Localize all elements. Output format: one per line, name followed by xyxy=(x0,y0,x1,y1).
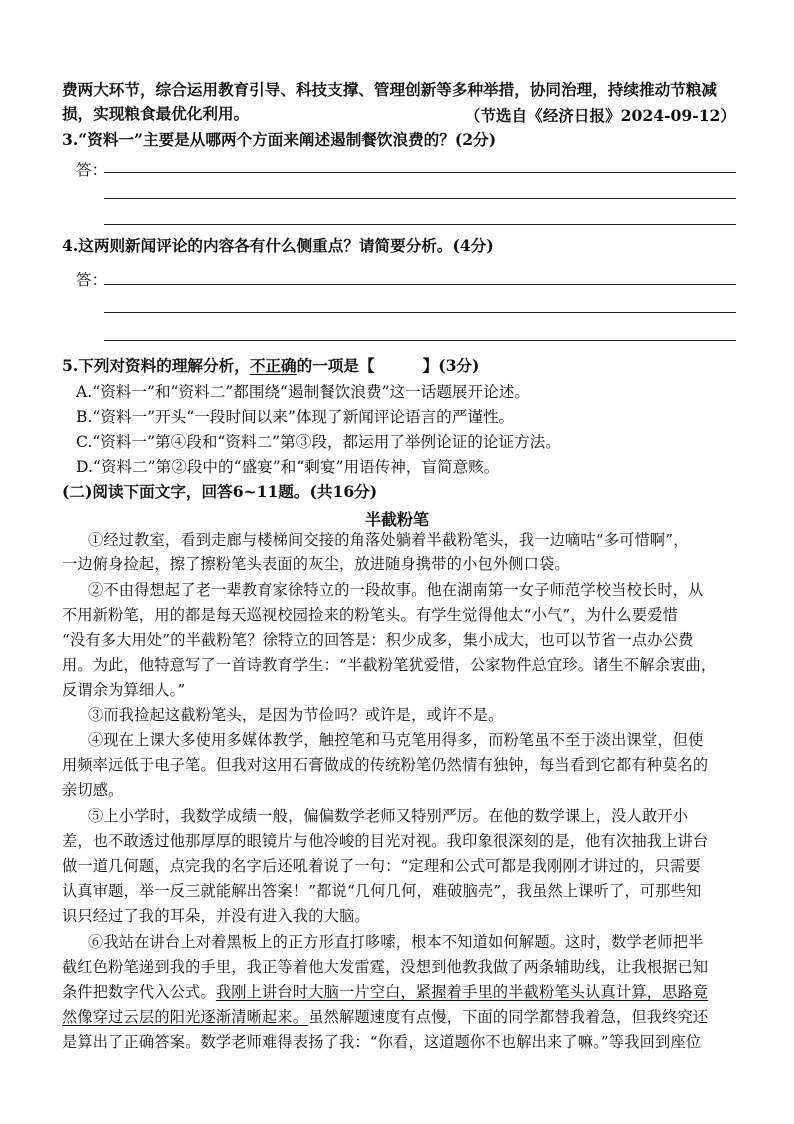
q4-answer-line-3[interactable] xyxy=(104,340,736,341)
source-citation: （节选自《经济日报》2024-09-12） xyxy=(464,106,736,125)
q4-answer-label: 答： xyxy=(76,271,108,289)
q4-answer-line-2[interactable] xyxy=(104,312,736,313)
passage-line-19-start: 条件把数字代入公式。 xyxy=(62,983,216,1001)
q5-stem-d: 】(3分) xyxy=(422,356,480,375)
top-line-1: 费两大环节，综合运用教育引导、科技支撑、管理创新等多种举措，协同治理，持续推动节粮减 xyxy=(62,80,717,99)
passage-line: ④现在上课大多使用多媒体教学，触控笔和马克笔用得多，而粉笔虽不至于淡出课堂，但使 xyxy=(88,731,704,749)
q5-stem-emphasis: 不正确 xyxy=(249,356,297,375)
passage-line-20-rest: 虽然解题速度有点慢，下面的同学都替我着急，但我终究还 xyxy=(308,1008,709,1026)
q3-answer-line-1[interactable] xyxy=(104,172,736,173)
underlined-sentence-part-1: 我刚上讲台时大脑一片空白，紧握着手里的半截粉笔头认真计算，思路竟 xyxy=(215,983,709,1001)
q5-stem-c: 的一项是【 xyxy=(296,356,375,375)
passage-line xyxy=(62,982,708,1002)
passage-line: 认真审题，举一反三就能解出答案！”都说“几何几何，难破脑壳”，我虽然上课听了，可那些知 xyxy=(62,882,702,900)
q5-option-a: A.“资料一”和“资料二”都围绕“遏制餐饮浪费”这一话题展开论述。 xyxy=(76,383,530,401)
passage-line: 截红色粉笔递到我的手里，我正等着他大发雷霆，没想到他教我做了两条辅助线，让我根据已知 xyxy=(62,958,709,976)
passage-line: 反谓余为算细人。” xyxy=(62,681,186,699)
passage-line: 亲切感。 xyxy=(62,781,124,799)
question-4: 4.这两则新闻评论的内容各有什么侧重点？请简要分析。(4分) xyxy=(62,236,494,255)
passage-line: 做一道几何题，点完我的名字后还吼着说了一句：“定理和公式可都是我刚刚才讲过的，只需要 xyxy=(62,857,701,875)
passage-line: 一边俯身捡起，擦了擦粉笔头表面的灰尘，放进随身携带的小包外侧口袋。 xyxy=(62,555,570,573)
passage-line: 用频率远低于电子笔。但我对这用石膏做成的传统粉笔仍然情有独钟，每当看到它都有种莫名的 xyxy=(62,756,709,774)
passage-line: ⑤上小学时，我数学成绩一般，偏偏数学老师又特别严厉。在他的数学课上，没人敢开小 xyxy=(88,807,689,825)
q4-answer-line-1[interactable] xyxy=(104,284,736,285)
passage-line: 差，也不敢透过他那厚厚的眼镜片与他冷峻的目光对视。我印象很深刻的是，他有次抽我上讲台 xyxy=(62,832,709,850)
q5-option-d: D.“资料二”第②段中的“盛宴”和“剩宴”用语传神，盲简意赅。 xyxy=(76,458,500,476)
passage-line: 不用新粉笔，用的都是每天巡视校园捡来的粉笔头。有学生觉得他太“小气”，为什么要爱惜 xyxy=(62,606,679,624)
q3-answer-line-3[interactable] xyxy=(104,224,736,225)
passage-line: 用。为此，他特意写了一首诗教育学生：“半截粉笔犹爱惜，公家物件总宜珍。诸生不解余衷曲， xyxy=(62,656,717,674)
passage-line: 是算出了正确答案。数学老师难得表扬了我：“你看，这道题你不也解出来了嘛。”等我回到座位 xyxy=(62,1033,702,1051)
passage-line: ③而我捡起这截粉笔头，是因为节俭吗？或许是，或许不是。 xyxy=(88,706,504,724)
underlined-sentence-part-2: 然像穿过云层的阳光逐渐清晰起来。 xyxy=(62,1008,309,1026)
passage-line: ⑥我站在讲台上对着黑板上的正方形直打哆嗦，根本不知道如何解题。这时，数学老师把半 xyxy=(88,933,704,951)
passage-title: 半截粉笔 xyxy=(364,510,429,529)
passage-line: 识只经过了我的耳朵，并没有进入我的大脑。 xyxy=(62,907,370,925)
q5-stem-a: 5.下列对资料的理解分析， xyxy=(62,356,250,375)
q5-option-b: B.“资料一”开头“一段时间以来”体现了新闻评论语言的严谨性。 xyxy=(76,408,515,426)
question-5 xyxy=(62,356,479,376)
passage-line: ②不由得想起了老一辈教育家徐特立的一段故事。他在湖南第一女子师范学校当校长时，从 xyxy=(88,581,704,599)
top-line-2: 损，实现粮食最优化利用。 xyxy=(62,104,250,123)
q5-option-c: C.“资料一”第④段和“资料二”第③段，都运用了举例论证的论证方法。 xyxy=(76,433,561,451)
question-3: 3.“资料一”主要是从哪两个方面来阐述遏制餐饮浪费的？(2分) xyxy=(62,130,497,149)
q3-answer-label: 答： xyxy=(76,161,108,179)
passage-line: “没有多大用处”的半截粉笔？徐特立的回答是：积少成多，集小成大，也可以节省一点办公费 xyxy=(62,631,694,649)
q3-answer-line-2[interactable] xyxy=(104,198,736,199)
passage-line: ①经过教室，看到走廊与楼梯间交接的角落处躺着半截粉笔头，我一边嘀咕“多可惜啊”， xyxy=(88,531,689,549)
passage-line xyxy=(62,1007,708,1027)
section-2-heading: (二)阅读下面文字，回答6~11题。(共16分) xyxy=(62,482,378,501)
